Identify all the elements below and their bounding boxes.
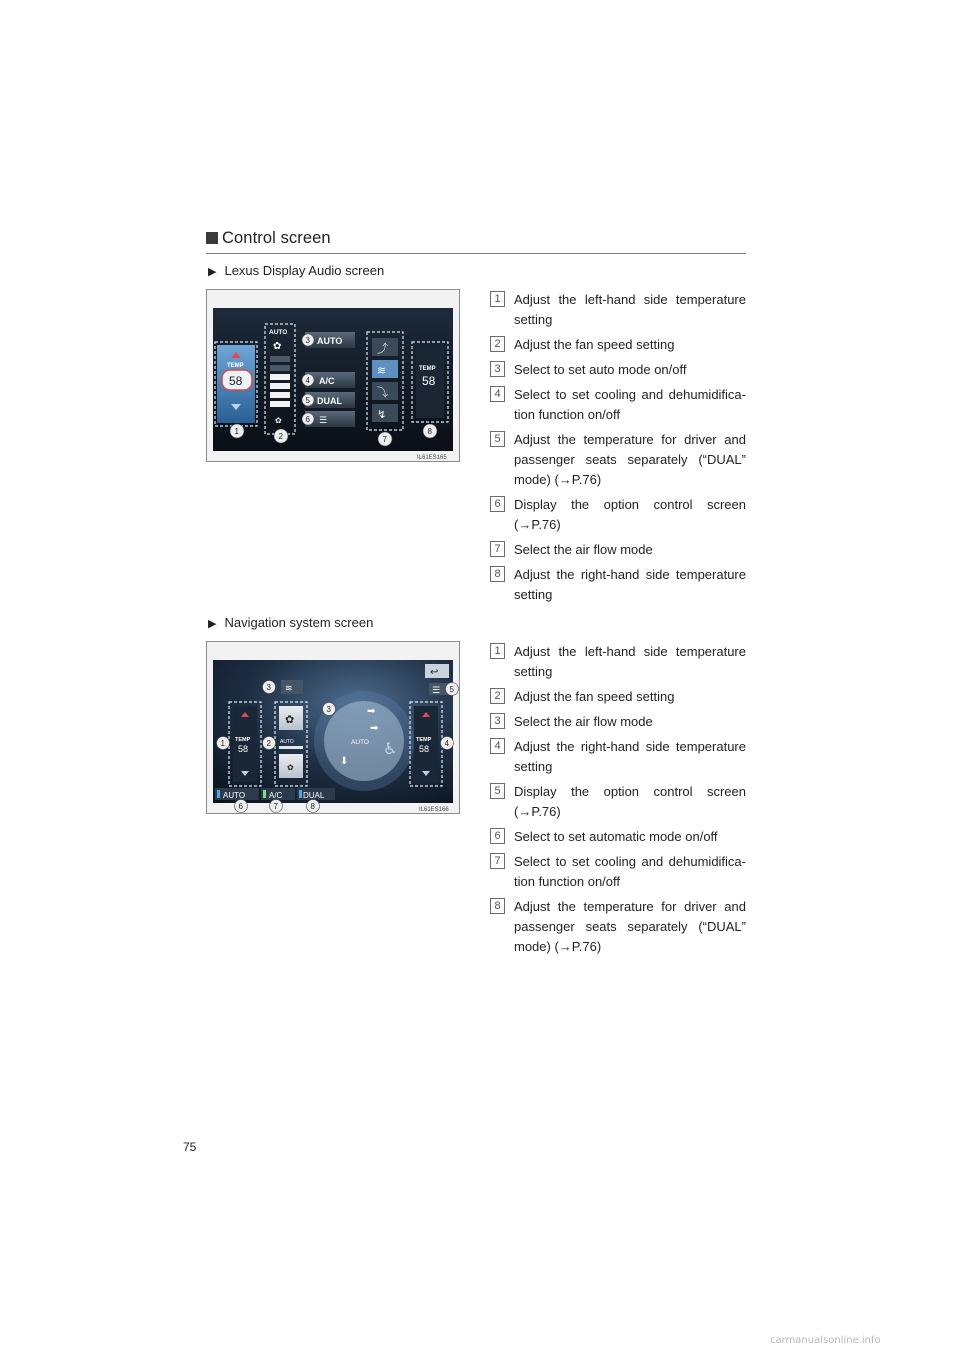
lda-item-list [490, 290, 746, 610]
list-item: 8 Adjust the right-hand side temperature setting [490, 565, 746, 605]
airflow-feet-icon: ↯ [377, 408, 387, 421]
svg-text:7: 7 [273, 802, 278, 811]
seat-icon: ♿ [383, 739, 398, 758]
defrost-icon: ≋ [285, 684, 293, 694]
svg-text:5: 5 [449, 685, 454, 694]
fan-down-icon: ✿ [287, 763, 294, 772]
section-title-text: Control screen [222, 229, 331, 247]
fan-up-icon: ✿ [285, 713, 295, 726]
nav-temp-left-value: 58 [238, 744, 249, 754]
section-title [206, 229, 746, 254]
triangle-bullet-icon: ▶ [208, 266, 217, 278]
back-icon: ↩ [430, 667, 439, 678]
svg-text:6: 6 [305, 415, 310, 424]
svg-text:1: 1 [220, 739, 225, 748]
nav-temp-right-label: TEMP [416, 737, 432, 743]
svg-text:3: 3 [305, 336, 310, 345]
svg-text:3: 3 [326, 705, 331, 714]
svg-text:4: 4 [444, 739, 449, 748]
svg-text:DUAL: DUAL [303, 791, 325, 800]
nav-item-list [490, 642, 746, 962]
svg-text:DUAL: DUAL [317, 396, 342, 406]
list-item: 3 Select to set auto mode on/off [490, 360, 746, 380]
nav-temp-right-value: 58 [419, 744, 430, 754]
page-number: 75 [183, 1140, 197, 1154]
center-auto-label: AUTO [351, 739, 369, 746]
svg-text:AUTO: AUTO [223, 791, 246, 800]
list-item: 3 Select the air flow mode [490, 712, 746, 732]
svg-text:6: 6 [238, 802, 243, 811]
svg-text:7: 7 [382, 435, 387, 444]
footer-watermark[interactable]: carmanualsonline.info [770, 1335, 881, 1346]
triangle-bullet-icon: ▶ [208, 618, 217, 630]
nav-screen-image [206, 641, 460, 814]
list-item: 1 Adjust the left-hand side temperature setting [490, 290, 746, 330]
fan-small-icon: ✿ [275, 416, 282, 425]
svg-text:AUTO: AUTO [317, 336, 343, 346]
lda-temp-left-value: 58 [229, 374, 243, 388]
nav-heading: ▶ Navigation system screen [208, 615, 374, 630]
svg-text:1: 1 [234, 427, 239, 436]
svg-text:2: 2 [278, 432, 283, 441]
svg-text:8: 8 [427, 427, 432, 436]
list-item: 5 Adjust the temperature for driver and passenger seats separately (“DUAL” mode) (→P.76) [490, 430, 746, 490]
lda-temp-left-label: TEMP [227, 363, 244, 369]
svg-text:A/C: A/C [269, 791, 283, 800]
svg-text:4: 4 [305, 376, 310, 385]
list-item: 4 Adjust the right-hand side temperature setting [490, 737, 746, 777]
list-item: 7 Select to set cooling and dehumidifica-tion function on/off [490, 852, 746, 892]
svg-text:3: 3 [266, 683, 271, 692]
nav-image-code: IL61ES166 [419, 807, 449, 813]
svg-text:5: 5 [305, 396, 310, 405]
fan-auto-label: AUTO [280, 739, 294, 745]
lda-temp-right-label: TEMP [419, 366, 436, 372]
airflow-feet-icon: ⬇ [340, 756, 349, 767]
lda-temp-right-value: 58 [422, 374, 436, 388]
list-icon: ☰ [319, 416, 328, 426]
list-item: 5 Display the option control screen (→P.76) [490, 782, 746, 822]
list-item: 6 Select to set automatic mode on/off [490, 827, 746, 847]
airflow-face-icon: ⤴ [377, 342, 388, 355]
list-item: 7 Select the air flow mode [490, 540, 746, 560]
list-item: 2 Adjust the fan speed setting [490, 335, 746, 355]
list-item: 1 Adjust the left-hand side temperature setting [490, 642, 746, 682]
list-item: 6 Display the option control screen (→P.76) [490, 495, 746, 535]
airflow-face-icon: ➡ [367, 706, 376, 717]
airflow-body-icon: ➡ [370, 723, 379, 734]
square-bullet-icon [206, 232, 218, 244]
fan-icon: ✿ [273, 341, 282, 352]
lda-image-code: IL61ES165 [417, 455, 447, 461]
svg-text:AUTO: AUTO [269, 329, 288, 336]
list-icon: ☰ [432, 686, 441, 696]
nav-temp-left-label: TEMP [235, 737, 251, 743]
list-item: 2 Adjust the fan speed setting [490, 687, 746, 707]
list-item: 4 Select to set cooling and dehumidifica-tion function on/off [490, 385, 746, 425]
list-item: 8 Adjust the temperature for driver and passenger seats separately (“DUAL” mode) (→P.76) [490, 897, 746, 957]
airflow-bilevel-icon: ⤵ [377, 386, 388, 399]
airflow-defrost-icon: ≋ [377, 364, 387, 377]
svg-text:A/C: A/C [319, 376, 335, 386]
svg-text:2: 2 [266, 739, 271, 748]
lda-screen-image [206, 289, 460, 462]
lda-heading: ▶ Lexus Display Audio screen [208, 263, 385, 278]
svg-text:8: 8 [310, 802, 315, 811]
